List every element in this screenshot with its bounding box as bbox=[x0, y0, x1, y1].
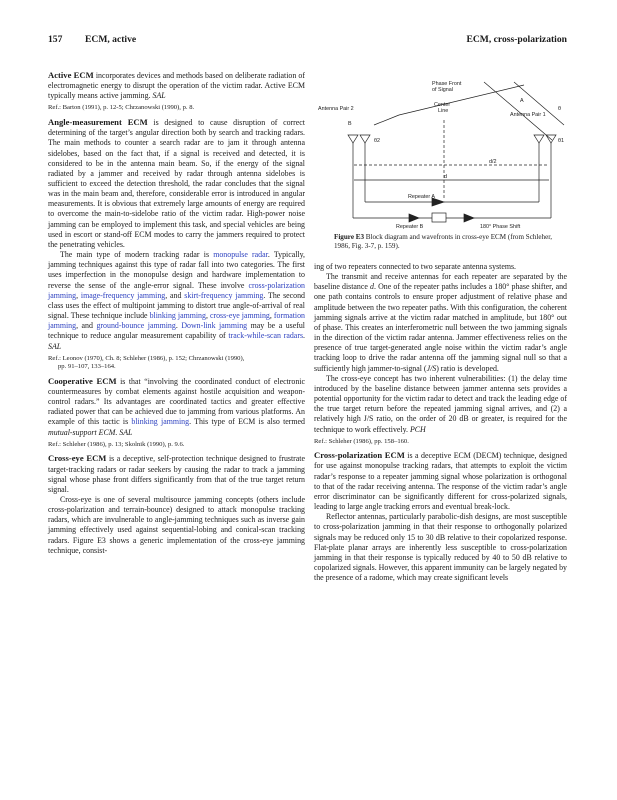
right-text-flow bbox=[314, 262, 567, 583]
text: may be a useful technique to reduce angular measurement capability of bbox=[48, 321, 305, 341]
reference: Ref.: Barton (1991), p. 12-5; Chrzanowski (1990), p. 8. bbox=[48, 104, 195, 112]
term-cooperative-ecm: Cooperative ECM bbox=[48, 375, 117, 386]
label-center: Center bbox=[434, 102, 451, 108]
phase-front-extension bbox=[374, 115, 399, 125]
figure-e3 bbox=[314, 70, 567, 260]
signature: PCH bbox=[409, 424, 426, 434]
text: . The second class uses the effect of multipoint jamming to distort true angle-of-arrival of real signal. These technique include bbox=[48, 290, 306, 321]
left-column bbox=[48, 70, 305, 556]
link-down-link-jamming[interactable]: Down-link jamming bbox=[181, 321, 248, 331]
term-cross-eye-ecm: Cross-eye ECM bbox=[48, 453, 107, 464]
link-blinking-jamming[interactable]: blinking jamming bbox=[131, 417, 190, 427]
italic-d: d bbox=[370, 282, 374, 292]
entry-active-ecm bbox=[48, 70, 305, 101]
signature: SAL bbox=[119, 427, 133, 437]
text: is that “involving the coordinated conduct of electronic countermeasures by combat elements against hostile acquisition and weapon-control radars.” Its advantages are coordinated tactics and greater effective radiated power that can be achieved due to jamming from various platforms. An example of this tactic is bbox=[48, 376, 305, 427]
link-monopulse-radar[interactable]: monopulse radar bbox=[213, 250, 268, 260]
text: , and bbox=[165, 290, 185, 300]
link-skirt-frequency-jamming[interactable]: skirt-frequency jamming bbox=[184, 290, 264, 300]
text: . Typically, jamming techniques against this type of radar fall into two categories. The first uses imperfection in the monopulse design and hardware implementation to reverse the sense of the angle-error signal. These involve bbox=[48, 250, 306, 290]
cross-eye-diagram bbox=[314, 80, 567, 230]
label-d: d bbox=[444, 174, 447, 180]
link-cross-eye-jamming[interactable]: cross-eye jamming bbox=[209, 311, 270, 321]
link-blinking-jamming[interactable]: blinking jamming bbox=[149, 311, 206, 321]
label-b: B bbox=[348, 121, 352, 127]
label-repeater-b: Repeater B bbox=[396, 224, 424, 230]
label-repeater-a: Repeater A bbox=[408, 194, 435, 200]
reference: Ref.: Schleher (1986), p. 13; Skolnik (1990), p. 9.6. bbox=[48, 440, 185, 448]
label-of-signal: of Signal bbox=[432, 87, 453, 93]
label-phase-front: Phase Front bbox=[432, 81, 462, 87]
reference-line-1: Ref.: Leonov (1970), Ch. 8; Schleher (1986), p. 152; Chrzanowski (1990), bbox=[48, 354, 245, 362]
reference: Ref.: Schleher (1986), pp. 158–160. bbox=[314, 437, 409, 445]
italic-term: mutual-support ECM bbox=[48, 427, 116, 437]
reference-line-2: pp. 91–107, 133–164. bbox=[58, 363, 116, 371]
text: . This type of ECM is also termed bbox=[189, 417, 305, 427]
text: is a deceptive, self-protection technique designed to frustrate target-tracking radars or radar seekers by causing the radar to track a jamming signal whose phase front differs significantly from that of the true target return signal. bbox=[48, 454, 305, 494]
term-angle-measurement-ecm: Angle-measurement ECM bbox=[48, 117, 148, 128]
label-theta2: θ2 bbox=[374, 138, 380, 144]
label-antenna-pair-1: Antenna Pair 1 bbox=[510, 112, 546, 118]
text: . bbox=[303, 331, 305, 341]
page-number: 157 bbox=[48, 34, 63, 45]
figure-caption bbox=[334, 233, 567, 251]
right-running-title: ECM, cross-polarization bbox=[466, 34, 567, 45]
cross-eye-continuation: ing of two repeaters connected to two separate antenna systems. bbox=[314, 262, 517, 271]
text: The main type of modern tracking radar is bbox=[60, 250, 214, 260]
label-line: Line bbox=[438, 108, 449, 114]
antenna-pair-2-right bbox=[360, 135, 370, 143]
antenna-pair-1-left bbox=[534, 135, 544, 143]
text: . One of the repeater paths includes a 180° phase shifter, and one path contains controls to ensure proper adjustment of relative phase and amplitude between the two repeater paths. With this configuration, the coherent jamming signals arrive at the victim radar matched in amplitude, but 180° out of phase. This creates an interferometric null between the two jamming signals in the direction of the victim radar antenna. Jammer effectiveness relies on the presence of true target-generated angle noise within the victim radar’s angle tracking loop to drive the radar antenna off the jamming signal null so that a sufficiently high jammer-to-signal ( bbox=[314, 282, 567, 373]
repeater-b-amplifier-2 bbox=[464, 214, 474, 222]
antenna-pair-2-left bbox=[348, 135, 358, 143]
text: , bbox=[205, 311, 210, 321]
cross-eye-paragraph-3 bbox=[314, 272, 567, 374]
signature: SAL bbox=[152, 91, 166, 101]
text: The transmit and receive antennas for each repeater are separated by the baseline distance bbox=[314, 272, 567, 292]
entry-cooperative-ecm bbox=[48, 376, 305, 438]
entry-cross-eye-ecm bbox=[48, 453, 305, 495]
link-image-frequency-jamming[interactable]: image-frequency jamming bbox=[80, 290, 166, 300]
cross-eye-paragraph-2: Cross-eye is one of several multisource jamming concepts (others include cross-polarization and terrain-bounce) designed to attack monopulse tracking radars, which are invulnerable to angle-jamming techniques such as inverse gain jamming effectively used against sequential-lobing and conical-scan tracking radars. Figure E3 shows a generic implementation of the cross-eye jamming technique, consist- bbox=[48, 495, 305, 555]
cross-eye-paragraph-4 bbox=[314, 374, 567, 435]
term-cross-polarization-ecm: Cross-polarization ECM bbox=[314, 450, 405, 461]
label-phase-shift: 180° Phase Shift bbox=[480, 224, 521, 230]
signature: SAL bbox=[48, 341, 62, 351]
cross-polarization-paragraph-2: Reflector antennas, particularly parabolic-dish designs, are most susceptible to cross-polarization jamming in that their response to orthogonally polarized signals may be reduced only 15 to 30 dB relative to their copolarized response. Flat-plate planar arrays are inherently less susceptible to cross-polarization jamming in that their response is typically reduced by 40 to 50 dB relative to copolarized signals. However, this apparent immunity can be largely negated by the presence of a radome, which may create significant levels bbox=[314, 512, 567, 583]
caption-text: Block diagram and wavefronts in cross-eye ECM (from Schleher, 1986, Fig. 3-7, p. 159). bbox=[334, 233, 553, 250]
label-theta: θ bbox=[558, 106, 561, 112]
label-theta1: θ1 bbox=[558, 138, 564, 144]
link-formation-jamming[interactable]: formation jamming bbox=[48, 311, 305, 331]
label-antenna-pair-2: Antenna Pair 2 bbox=[318, 106, 354, 112]
reference bbox=[48, 355, 305, 372]
active-ecm-text: incorporates devices and methods based on deliberate radiation of electromagnetic energy to disrupt the operation of the victim radar. Active ECM typically means active jamming. bbox=[48, 71, 305, 101]
text: , bbox=[269, 311, 274, 321]
entry-angle-measurement-ecm bbox=[48, 117, 305, 250]
link-cross-polarization-jamming[interactable]: cross-polarization jamming bbox=[48, 280, 305, 300]
running-header bbox=[48, 34, 567, 48]
repeater-b-amplifier bbox=[409, 214, 419, 222]
italic-js: J/S bbox=[426, 363, 437, 373]
angle-ecm-text: is designed to cause disruption of correct determining of the target’s angular direction both by search and tracking radars. The main methods to counter a search radar are to jam it through antenna sidelobes, based on the fact that, if a signal is received and detected, it is considered to be in the antenna main beam. So, if the energy of the signal radiated by a jammer and received by radar through antenna sidelobes is sufficient to exceed the detection threshold, the radar concludes that the signal was in the main beam and, therefore, considerable error is introduced in angular measurements. It is obvious that extremely large amounts of energy are required to overcome the main-to-sidelobe ratio of the victim radar. High-power noise jamming can be employed to implement this task, and special vehicles are being used in escort or stand-off ECM modes to carry the jammers required to protect the penetrating vehicles. bbox=[48, 118, 305, 249]
text: is a deceptive ECM (DECM) technique, designed for use against monopulse tracking radars, that attempts to exploit the victim radar’s response to a repeater jamming signal whose polarization is orthogonal to that of the radar receiving antenna. The response of the victim radar’s angle error discriminator can be significantly different for cross-polarized signals, leading to large angle tracking errors and eventual break-lock. bbox=[314, 451, 568, 512]
link-ground-bounce-jamming[interactable]: ground-bounce jamming bbox=[96, 321, 176, 331]
left-running-title: ECM, active bbox=[85, 34, 137, 45]
link-track-while-scan-radars[interactable]: track-while-scan radars bbox=[228, 331, 304, 341]
label-a: A bbox=[520, 98, 524, 104]
angle-ecm-paragraph-2 bbox=[48, 250, 305, 352]
text: , bbox=[76, 290, 81, 300]
figure-label: Figure E3 bbox=[334, 233, 365, 241]
text: . bbox=[175, 321, 182, 331]
text: . bbox=[115, 427, 120, 437]
text: ) ratio is developed. bbox=[436, 363, 499, 373]
term-active-ecm: Active ECM bbox=[48, 70, 94, 80]
ray-a bbox=[484, 82, 552, 140]
phase-shifter-box bbox=[432, 213, 446, 222]
text: The cross-eye concept has two inherent vulnerabilities: (1) the delay time introduced by the baseline distance between jammer antenna sets provides a potential opportunity for the victim radar to detect and track the leading edge of the true target return before the repeated jamming signal arrives, and (2) a relatively high J/S ratio, on the order of 20 dB or greater, is required for the technique to work effectively. bbox=[314, 373, 567, 434]
entry-cross-polarization-ecm bbox=[314, 450, 567, 512]
label-d-half: d/2 bbox=[489, 159, 497, 165]
text: , and bbox=[76, 321, 97, 331]
